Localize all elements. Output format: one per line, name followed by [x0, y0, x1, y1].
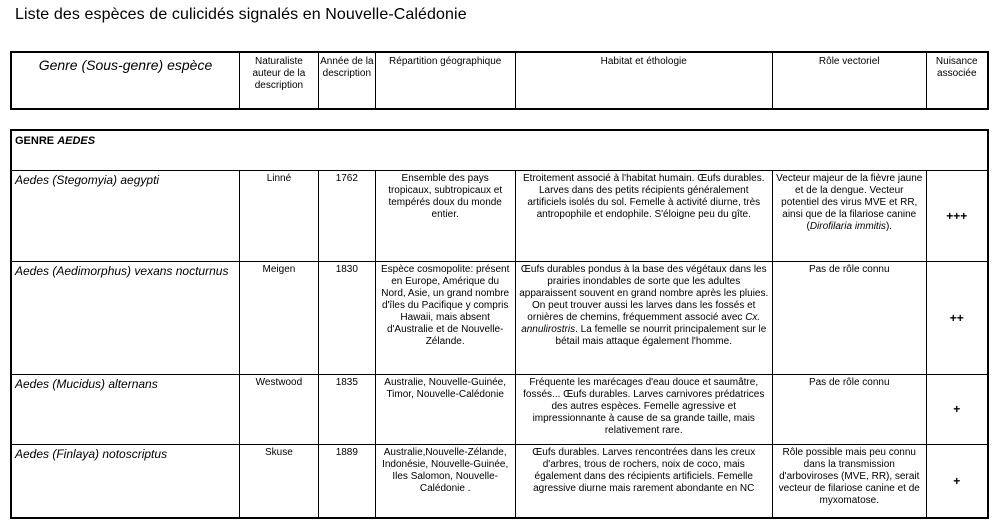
header-year: Année de la description	[318, 52, 375, 109]
naturalist-cell: Linné	[239, 170, 318, 261]
species-table	[10, 129, 989, 519]
species-name: Aedes (Finlaya) notoscriptus	[11, 444, 239, 518]
header-nuisance: Nuisance associée	[926, 52, 988, 109]
nuisance-cell: +	[926, 444, 988, 518]
species-name: Aedes (Stegomyia) aegypti	[11, 170, 239, 261]
header-vector: Rôle vectoriel	[772, 52, 926, 109]
column-header-table	[10, 51, 989, 110]
nuisance-cell: +	[926, 374, 988, 444]
header-row	[11, 52, 988, 109]
year-cell: 1762	[318, 170, 375, 261]
species-name: Aedes (Aedimorphus) vexans nocturnus	[11, 261, 239, 374]
vector-cell: Pas de rôle connu	[772, 374, 926, 444]
vector-cell: Rôle possible mais peu connu dans la transmission d'arboviroses (MVE, RR), serait vecteur de filariose canine et de myxomatose.	[772, 444, 926, 518]
table-row	[11, 374, 988, 444]
habitat-text: Œufs durables pondus à la base des végétaux dans les prairies inondables de sorte que les adultes apparaissent souvent en grand nombre après les pluies. On peut trouver aussi les larves dans les fossés et ornières de chemins, fréquemment associé avec	[519, 263, 769, 323]
habitat-text-end: . La femelle se nourrit principalement sur le bétail mais attaque également l'homme.	[555, 323, 767, 347]
vector-species: Dirofilaria immitis	[809, 220, 886, 232]
nuisance-cell: +++	[926, 170, 988, 261]
table-row	[11, 170, 988, 261]
distribution-cell: Ensemble des pays tropicaux, subtropicaux et tempérés doux du monde entier.	[375, 170, 515, 261]
header-distribution: Répartition géographique	[375, 52, 515, 109]
habitat-species: Cx. annulirostris	[521, 311, 761, 335]
distribution-cell: Australie,Nouvelle-Zélande, Indonésie, Nouvelle-Guinée, Iles Salomon, Nouvelle-Calédonie .	[375, 444, 515, 518]
header-species: Genre (Sous-genre) espèce	[11, 52, 239, 109]
habitat-cell: Fréquente les marécages d'eau douce et saumâtre, fossés... Œufs durables. Larves carnivores prédatrices des autres espèces. Femelle agressive et impressionnante à cause de sa grande taille, mais relativement rare.	[515, 374, 772, 444]
vector-text: Vecteur majeur de la fièvre jaune et de la dengue. Vecteur potentiel des virus MVE et RR, ainsi que de la filariose canine (	[776, 172, 923, 232]
genus-heading	[11, 130, 988, 170]
year-cell: 1835	[318, 374, 375, 444]
nuisance-cell: ++	[926, 261, 988, 374]
distribution-cell: Australie, Nouvelle-Guinée, Timor, Nouvelle-Calédonie	[375, 374, 515, 444]
habitat-cell: Œufs durables. Larves rencontrées dans les creux d'arbres, trous de rochers, noix de coco, mais également dans des récipients artificiels. Femelle agressive diurne mais rarement abondante en NC	[515, 444, 772, 518]
year-cell: 1889	[318, 444, 375, 518]
vector-cell	[772, 170, 926, 261]
species-name: Aedes (Mucidus) alternans	[11, 374, 239, 444]
header-naturalist: Naturaliste auteur de la description	[239, 52, 318, 109]
vector-text-end: ).	[885, 220, 893, 232]
genus-name: AEDES	[57, 135, 96, 147]
table-row	[11, 261, 988, 374]
habitat-cell: Etroitement associé à l'habitat humain. Œufs durables. Larves dans des petits récipients généralement artificiels isolés du sol. Femelle à activité diurne, très antropophile et endophile. S'éloigne peu du gîte.	[515, 170, 772, 261]
habitat-cell	[515, 261, 772, 374]
distribution-cell: Espèce cosmopolite: présent en Europe, Amérique du Nord, Asie, un grand nombre d'îles du Pacifique y compris Hawaii, mais absent d'Australie et de Nouvelle-Zélande.	[375, 261, 515, 374]
genus-row	[11, 130, 988, 170]
naturalist-cell: Meigen	[239, 261, 318, 374]
naturalist-cell: Skuse	[239, 444, 318, 518]
table-row	[11, 444, 988, 518]
naturalist-cell: Westwood	[239, 374, 318, 444]
year-cell: 1830	[318, 261, 375, 374]
page-title: Liste des espèces de culicidés signalés en Nouvelle-Calédonie	[15, 6, 467, 23]
header-habitat: Habitat et éthologie	[515, 52, 772, 109]
genus-prefix: GENRE	[15, 135, 58, 147]
vector-cell: Pas de rôle connu	[772, 261, 926, 374]
